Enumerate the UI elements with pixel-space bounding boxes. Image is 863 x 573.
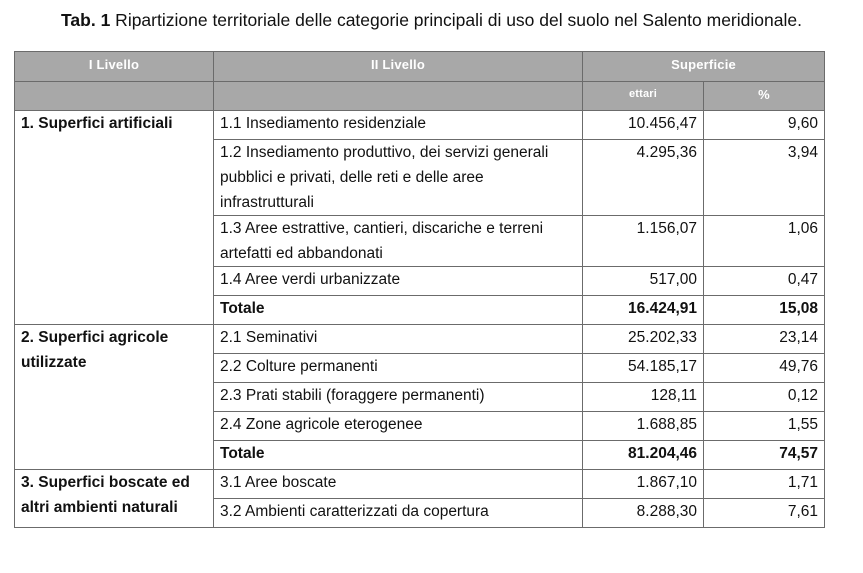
total-label: Totale: [214, 296, 583, 325]
level2-label: 3.2 Ambienti caratterizzati da copertura: [214, 499, 583, 528]
header-level1: I Livello: [15, 52, 214, 82]
hectares-cell: 4.295,36: [583, 140, 704, 216]
level2-label: 2.1 Seminativi: [214, 325, 583, 354]
hectares-cell: 1.867,10: [583, 470, 704, 499]
header-empty-2: [214, 82, 583, 111]
hectares-cell: 25.202,33: [583, 325, 704, 354]
level2-label: 2.2 Colture permanenti: [214, 354, 583, 383]
header-percent: %: [704, 82, 825, 111]
total-percent: 15,08: [704, 296, 825, 325]
level2-label: 1.3 Aree estrattive, cantieri, discariche e terreni artefatti ed abbandonati: [214, 216, 583, 267]
level1-label: 2. Superfici agricole utilizzate: [15, 325, 214, 470]
total-percent: 74,57: [704, 441, 825, 470]
percent-cell: 1,71: [704, 470, 825, 499]
caption-prefix: Tab. 1: [61, 10, 111, 30]
percent-cell: 9,60: [704, 111, 825, 140]
hectares-cell: 8.288,30: [583, 499, 704, 528]
table-row: [15, 470, 825, 499]
hectares-cell: 517,00: [583, 267, 704, 296]
header-empty-1: [15, 82, 214, 111]
percent-cell: 49,76: [704, 354, 825, 383]
percent-cell: 1,06: [704, 216, 825, 267]
percent-cell: 23,14: [704, 325, 825, 354]
level2-label: 1.2 Insediamento produttivo, dei servizi generali pubblici e privati, delle reti e delle aree infrastrutturali: [214, 140, 583, 216]
hectares-cell: 1.688,85: [583, 412, 704, 441]
percent-cell: 1,55: [704, 412, 825, 441]
header-level2: II Livello: [214, 52, 583, 82]
table-row: [15, 111, 825, 140]
percent-cell: 7,61: [704, 499, 825, 528]
level1-label: 3. Superfici boscate ed altri ambienti naturali: [15, 470, 214, 528]
level1-label: 1. Superfici artificiali: [15, 111, 214, 325]
level2-label: 2.3 Prati stabili (foraggere permanenti): [214, 383, 583, 412]
header-hectares: ettari: [583, 82, 704, 111]
total-label: Totale: [214, 441, 583, 470]
hectares-cell: 128,11: [583, 383, 704, 412]
level2-label: 3.1 Aree boscate: [214, 470, 583, 499]
percent-cell: 3,94: [704, 140, 825, 216]
level2-label: 2.4 Zone agricole eterogenee: [214, 412, 583, 441]
hectares-cell: 10.456,47: [583, 111, 704, 140]
header-surface: Superficie: [583, 52, 825, 82]
header-row-2: [15, 82, 825, 111]
header-row-1: [15, 52, 825, 82]
caption-text: Ripartizione territoriale delle categorie principali di uso del suolo nel Salento meridionale.: [110, 10, 802, 30]
land-use-table: [14, 51, 825, 528]
total-hectares: 16.424,91: [583, 296, 704, 325]
level2-label: 1.1 Insediamento residenziale: [214, 111, 583, 140]
hectares-cell: 54.185,17: [583, 354, 704, 383]
percent-cell: 0,12: [704, 383, 825, 412]
percent-cell: 0,47: [704, 267, 825, 296]
level2-label: 1.4 Aree verdi urbanizzate: [214, 267, 583, 296]
hectares-cell: 1.156,07: [583, 216, 704, 267]
table-caption: [0, 10, 863, 31]
table-row: [15, 325, 825, 354]
total-hectares: 81.204,46: [583, 441, 704, 470]
